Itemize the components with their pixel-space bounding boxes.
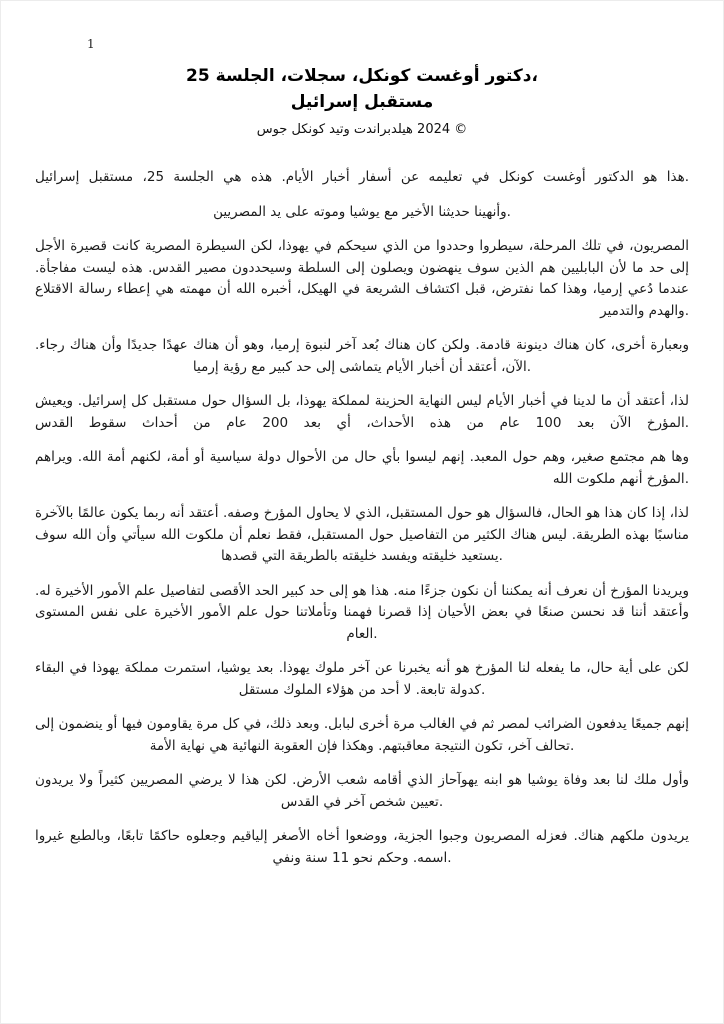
- body-paragraph: المصريون، في تلك المرحلة، سيطروا وحددوا من الذي سيحكم في يهوذا، لكن السيطرة المصرية كانت قصيرة الأجل إلى حد ما لأن البابليين هم الذين سوف ينهضون ويصلون إلى السلطة وسيحددون مصير القدس. هذه ليست مفاجأة. عندما دُعي إرميا، وهذا كما نفترض، قبل اكتشاف الشريعة في الهيكل، أخبره الله أن مهمته هي إعطاء رسالة الاقتلاع والهدم والتدمير.: [35, 238, 689, 319]
- document-title-line-2: مستقبل إسرائيل: [290, 92, 434, 112]
- copyright-year: 2024: [417, 122, 451, 137]
- copyright-names: هيلدبراندت وتيد كونكل جوس: [256, 122, 413, 137]
- body-paragraph: إنهم جميعًا يدفعون الضرائب لمصر ثم في الغالب مرة أخرى لبابل. وبعد ذلك، في كل مرة يقاومون فيها أو ينضمون إلى تحالف آخر، تكون النتيجة معاقبتهم. وهكذا فإن العقوبة النهائية هي نهاية الأمة.: [35, 716, 689, 754]
- page-number: 1: [87, 37, 95, 51]
- body-paragraph: وأول ملك لنا بعد وفاة يوشيا هو ابنه يهوآحاز الذي أقامه شعب الأرض. لكن هذا لا يرضي المصريين كثيراً ولا يريدون تعيين شخص آخر في القدس.: [35, 772, 689, 810]
- body-paragraph: وبعبارة أخرى، كان هناك دينونة قادمة. ولكن كان هناك بُعد آخر لنبوة إرميا، وهو أن هناك عهدًا جديدًا وأن هناك رجاء. الآن، أعتقد أن أخبار الأيام يتماشى إلى حد كبير مع رؤية إرميا.: [35, 337, 689, 375]
- copyright-line: [35, 122, 689, 137]
- copyright-symbol: ©: [454, 122, 468, 137]
- body-paragraph: يريدون ملكهم هناك. فعزله المصريون وجبوا الجزية، ووضعوا أخاه الأصغر إلياقيم وجعلوه حاكمًا تابعًا، وبالطبع غيروا اسمه. وحكم نحو 11 سنة ونفي.: [35, 828, 689, 866]
- document-body: [35, 167, 689, 869]
- body-paragraph: هذا هو الدكتور أوغست كونكل في تعليمه عن أسفار أخبار الأيام. هذه هي الجلسة 25، مستقبل إسرائيل.: [35, 169, 689, 185]
- body-paragraph: لذا، إذا كان هذا هو الحال، فالسؤال هو حول المستقبل، الذي لا يحاول المؤرخ وصفه. أعتقد أنه ربما يكون عالمًا بالآخرة مناسبًا بهذه الطريقة. ليس هناك الكثير من التفاصيل حول المستقبل، فقط نعلم أن ملكوت الله سيأتي وأن الله سوف يستعيد خليقته ويفسد خليقته بالطريقة التي قصدها.: [35, 505, 689, 564]
- body-paragraph: وها هم مجتمع صغير، وهم حول المعبد. إنهم ليسوا بأي حال من الأحوال دولة سياسية أو أمة، لكنهم أمة الله. ويراهم المؤرخ أنهم ملكوت الله.: [35, 449, 689, 487]
- body-paragraph: ويريدنا المؤرخ أن نعرف أنه يمكننا أن نكون جزءًا منه. هذا هو إلى حد كبير الحد الأقصى لتفاصيل علم الأمور الأخيرة له. وأعتقد أننا قد نحسن صنعًا في بعض الأحيان إذا قصرنا فهمنا وتأملاتنا حول علم الأمور الأخيرة على نفس المستوى العام.: [35, 582, 689, 642]
- body-paragraph: لكن على أية حال، ما يفعله لنا المؤرخ هو أنه يخبرنا عن آخر ملوك يهوذا. بعد يوشيا، استمرت مملكة يهوذا في البقاء كدولة تابعة. لا أحد من هؤلاء الملوك مستقل.: [35, 660, 689, 698]
- body-paragraph: لذا، أعتقد أن ما لدينا في أخبار الأيام ليس النهاية الحزينة لمملكة يهوذا، بل السؤال حول مستقبل كل إسرائيل. ويعيش المؤرخ الآن بعد 100 عام من هذه الأحداث، أي بعد 200 عام من أحداث سقوط القدس.: [35, 393, 689, 431]
- document-header: [35, 63, 689, 137]
- body-paragraph: وأنهينا حديثنا الأخير مع يوشيا وموته على يد المصريين.: [213, 203, 511, 220]
- document-title-line-1: دكتور أوغست كونكل، سجلات، الجلسة 25،: [186, 66, 538, 86]
